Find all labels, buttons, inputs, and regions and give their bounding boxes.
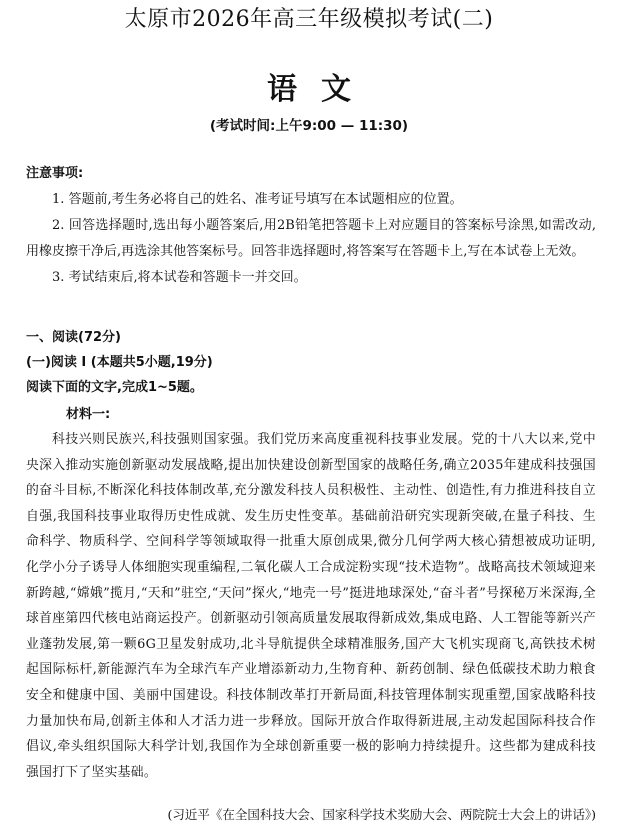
section-heading: 一、阅读(72分) bbox=[26, 330, 121, 345]
instruction-item-1: 1. 答题前,考生务必将自己的姓名、准考证号填写在本试题相应的位置。 bbox=[52, 192, 463, 207]
exam-time-note: (考试时间:上午9:00 — 11:30) bbox=[209, 118, 409, 134]
reading-instruction: 阅读下面的文字,完成1~5题。 bbox=[26, 380, 203, 395]
exam-instructions bbox=[26, 161, 596, 291]
passage-citation: (习近平《在全国科技大会、国家科学技术奖励大会、两院院士大会上的讲话》) bbox=[167, 807, 596, 822]
material-label: 材料一: bbox=[66, 407, 111, 422]
instructions-heading: 注意事项: bbox=[26, 166, 84, 181]
instruction-item-3: 3. 考试结束后,将本试卷和答题卡一并交回。 bbox=[52, 270, 307, 285]
exam-title: 太原市2026年高三年级模拟考试(二) bbox=[124, 7, 494, 32]
subject-title: 语文 bbox=[267, 72, 375, 107]
instruction-item-2: 2. 回答选择题时,选出每小题答案后,用2B铅笔把答题卡上对应题目的答案标号涂黑,如需改动,用橡皮擦干净后,再选涂其他答案标号。回答非选择题时,将答案写在答题卡上,写在本试卷上无效。 bbox=[26, 218, 596, 259]
passage-text: 科技兴则民族兴,科技强则国家强。我们党历来高度重视科技事业发展。党的十八大以来,党中央深入推动实施创新驱动发展战略,提出加快建设创新型国家的战略任务,确立2035年建成科技强国的奋斗目标,不断深化科技体制改革,充分激发科技人员积极性、主动性、创造性,有力推进科技自立自强,我国科技事业取得历史性成就、发生历史性变革。基础前沿研究实现新突破,在量子科技、生命科学、物质科学、空间科学等领域取得一批重大原创成果,微分几何学两大核心猜想被成功证明,化学小分子诱导人体细胞实现重编程,二氧化碳人工合成淀粉实现“技术造物”。战略高技术领域迎来新跨越,“嫦娥”揽月,“天和”驻空,“天问”探火,“地壳一号”挺进地球深处,“奋斗者”号探秘万米深海,全球首座第四代核电站商运投产。创新驱动引领高质量发展取得新成效,集成电路、人工智能等新兴产业蓬勃发展,第一颗6G卫星发射成功,北斗导航提供全球精准服务,国产大飞机实现商飞,高铁技术树起国际标杆,新能源汽车为全球汽车产业增添新动力,生物育种、新药创制、绿色低碳技术助力粮食安全和健康中国、美丽中国建设。科技体制改革打开新局面,科技管理体制实现重塑,国家战略科技力量加快布局,创新主体和人才活力进一步释放。国际开放合作取得新进展,主动发起国际科技合作倡议,牵头组织国际大科学计划,我国作为全球创新重要一极的影响力持续提升。这些都为建成科技强国打下了坚实基础。 bbox=[26, 432, 596, 780]
subsection-heading: (一)阅读 I (本题共5小题,19分) bbox=[26, 355, 213, 370]
